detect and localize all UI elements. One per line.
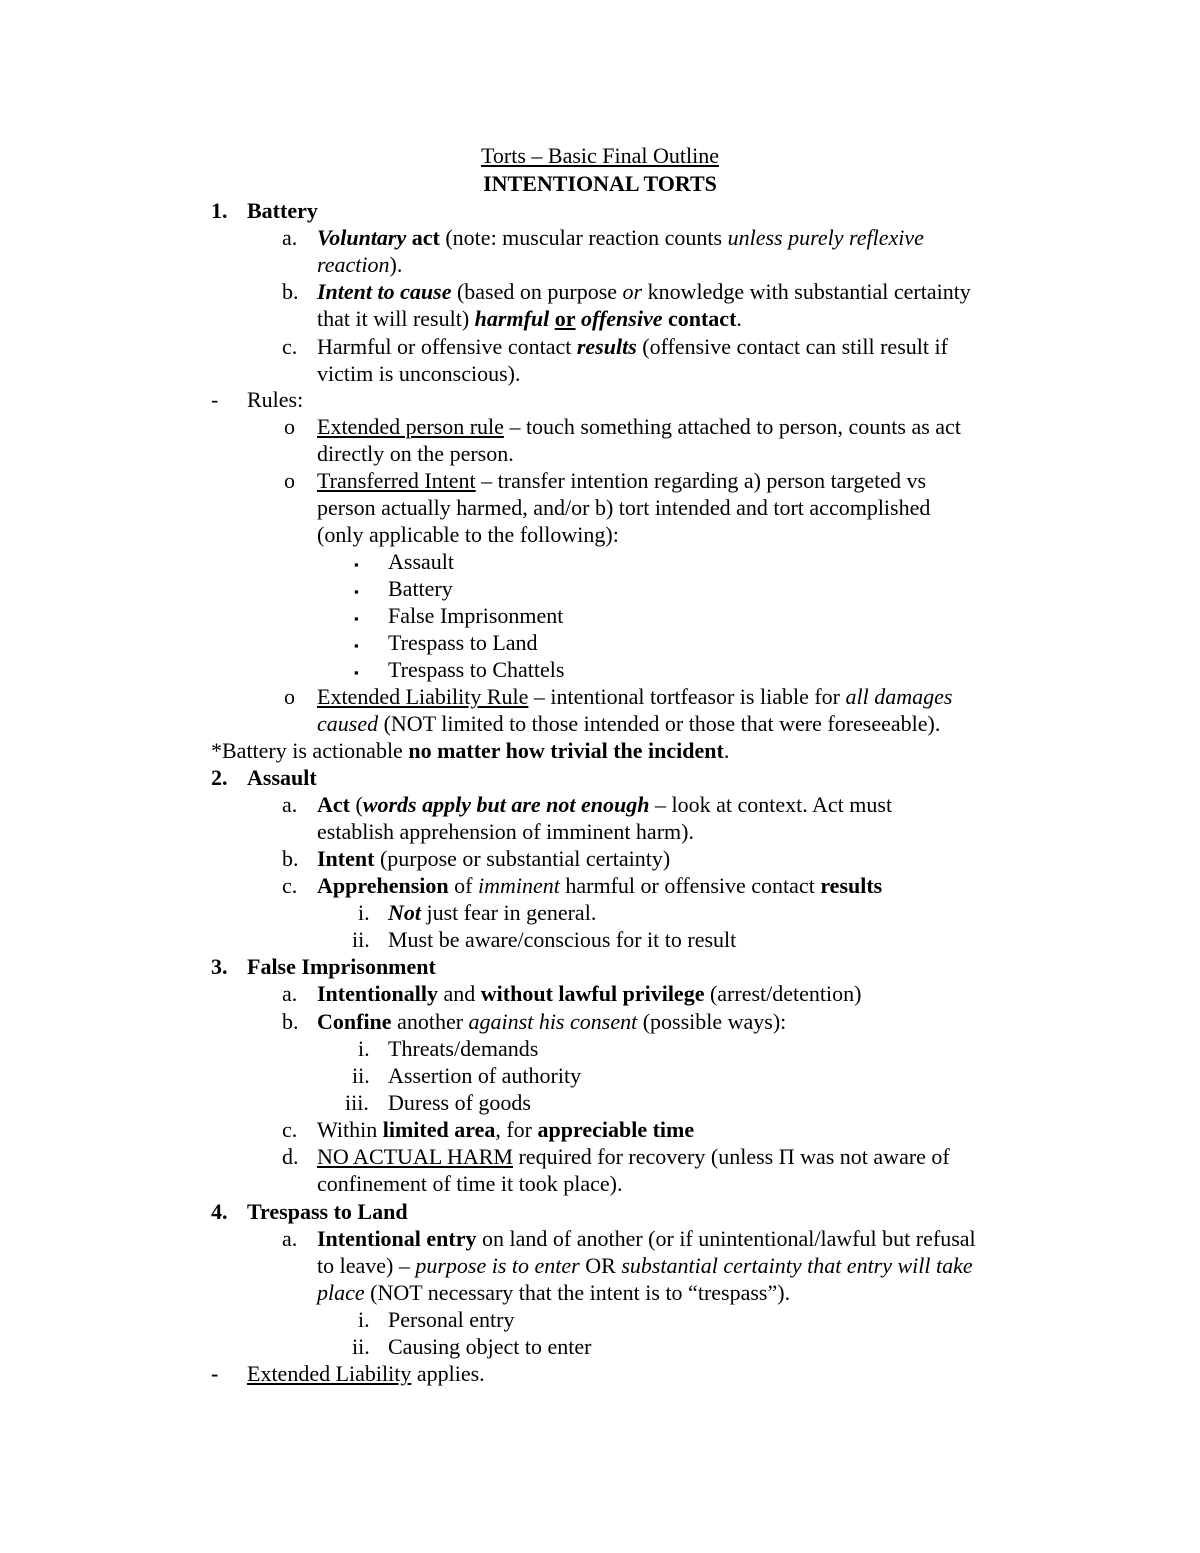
square-bullet: ▪ — [354, 638, 359, 653]
sub-label: b. — [282, 846, 299, 871]
roman-label: ii. — [352, 1063, 370, 1088]
rule-extended-liability-cont: caused (NOT limited to those intended or those that were foreseeable). — [317, 711, 941, 736]
rules-label: Rules: — [247, 387, 304, 412]
battery-note: *Battery is actionable no matter how trivial the incident. — [211, 738, 730, 763]
battery-element-b: Intent to cause (based on purpose or knowledge with substantial certainty — [317, 279, 971, 304]
roman-label: ii. — [352, 1334, 370, 1359]
item-heading: Battery — [247, 198, 318, 223]
section-heading: INTENTIONAL TORTS — [483, 171, 717, 196]
rule-transferred-intent-cont2: (only applicable to the following): — [317, 522, 619, 547]
tl-element-a-cont: to leave) – purpose is to enter OR substantial certainty that entry will take — [317, 1253, 973, 1278]
fi-element-b-iii: Duress of goods — [388, 1090, 531, 1115]
sub-label: c. — [282, 1117, 298, 1142]
item-heading: Trespass to Land — [247, 1199, 408, 1224]
square-bullet: ▪ — [354, 665, 359, 680]
rule-extended-person-cont: directly on the person. — [317, 441, 514, 466]
rule-transferred-intent: Transferred Intent – transfer intention regarding a) person targeted vs — [317, 468, 927, 493]
fi-element-a: Intentionally and without lawful privilege (arrest/detention) — [317, 981, 862, 1006]
sub-label: c. — [282, 873, 298, 898]
battery-element-a: Voluntary act (note: muscular reaction counts unless purely reflexive — [317, 225, 924, 250]
circle-bullet: o — [284, 414, 295, 439]
rule-extended-person: Extended person rule – touch something attached to person, counts as act — [317, 414, 961, 439]
assault-element-a: Act (words apply but are not enough – look at context. Act must — [317, 792, 893, 817]
rule-extended-liability: Extended Liability Rule – intentional tortfeasor is liable for all damages — [317, 684, 953, 709]
battery-element-c: Harmful or offensive contact results (offensive contact can still result if — [317, 334, 948, 359]
assault-element-c-i: Not just fear in general. — [388, 900, 597, 925]
sub-label: a. — [282, 792, 298, 817]
item-heading: Assault — [247, 765, 317, 790]
assault-element-b: Intent (purpose or substantial certainty) — [317, 846, 671, 871]
fi-element-d: NO ACTUAL HARM required for recovery (unless Π was not aware of — [317, 1144, 950, 1169]
rule-transferred-intent-cont: person actually harmed, and/or b) tort intended and tort accomplished — [317, 495, 931, 520]
dash-bullet: - — [211, 1361, 219, 1386]
battery-element-b-cont: that it will result) harmful or offensive contact. — [317, 306, 742, 331]
roman-label: iii. — [345, 1090, 369, 1115]
item-number: 3. — [211, 954, 228, 979]
fi-element-b-i: Threats/demands — [388, 1036, 539, 1061]
roman-label: ii. — [352, 927, 370, 952]
item-number: 1. — [211, 198, 228, 223]
square-bullet: ▪ — [354, 557, 359, 572]
roman-label: i. — [358, 1307, 370, 1332]
assault-element-c: Apprehension of imminent harmful or offensive contact results — [317, 873, 883, 898]
sub-label: a. — [282, 225, 298, 250]
tl-extended-liability: Extended Liability applies. — [247, 1361, 485, 1386]
fi-element-c: Within limited area, for appreciable time — [317, 1117, 695, 1142]
roman-label: i. — [358, 1036, 370, 1061]
sub-label: b. — [282, 1009, 299, 1034]
battery-element-a-cont: reaction). — [317, 252, 403, 277]
list-item: Battery — [388, 576, 453, 601]
tl-element-a: Intentional entry on land of another (or if unintentional/lawful but refusal — [317, 1226, 976, 1251]
list-item: False Imprisonment — [388, 603, 564, 628]
item-number: 2. — [211, 765, 228, 790]
circle-bullet: o — [284, 684, 295, 709]
list-item: Assault — [388, 549, 454, 574]
square-bullet: ▪ — [354, 611, 359, 626]
roman-label: i. — [358, 900, 370, 925]
tl-element-a-cont2: place (NOT necessary that the intent is to “trespass”). — [317, 1280, 791, 1305]
dash-bullet: - — [211, 387, 219, 412]
fi-element-b: Confine another against his consent (possible ways): — [317, 1009, 787, 1034]
item-number: 4. — [211, 1199, 228, 1224]
sub-label: d. — [282, 1144, 299, 1169]
document-title: Torts – Basic Final Outline — [481, 143, 719, 168]
sub-label: c. — [282, 334, 298, 359]
sub-label: b. — [282, 279, 299, 304]
tl-element-a-i: Personal entry — [388, 1307, 515, 1332]
assault-element-c-ii: Must be aware/conscious for it to result — [388, 927, 737, 952]
square-bullet: ▪ — [354, 584, 359, 599]
list-item: Trespass to Land — [388, 630, 538, 655]
tl-element-a-ii: Causing object to enter — [388, 1334, 592, 1359]
fi-element-b-ii: Assertion of authority — [388, 1063, 582, 1088]
battery-element-c-cont: victim is unconscious). — [317, 361, 521, 386]
sub-label: a. — [282, 1226, 298, 1251]
assault-element-a-cont: establish apprehension of imminent harm). — [317, 819, 694, 844]
item-heading: False Imprisonment — [247, 954, 436, 979]
circle-bullet: o — [284, 468, 295, 493]
fi-element-d-cont: confinement of time it took place). — [317, 1171, 623, 1196]
sub-label: a. — [282, 981, 298, 1006]
list-item: Trespass to Chattels — [388, 657, 565, 682]
